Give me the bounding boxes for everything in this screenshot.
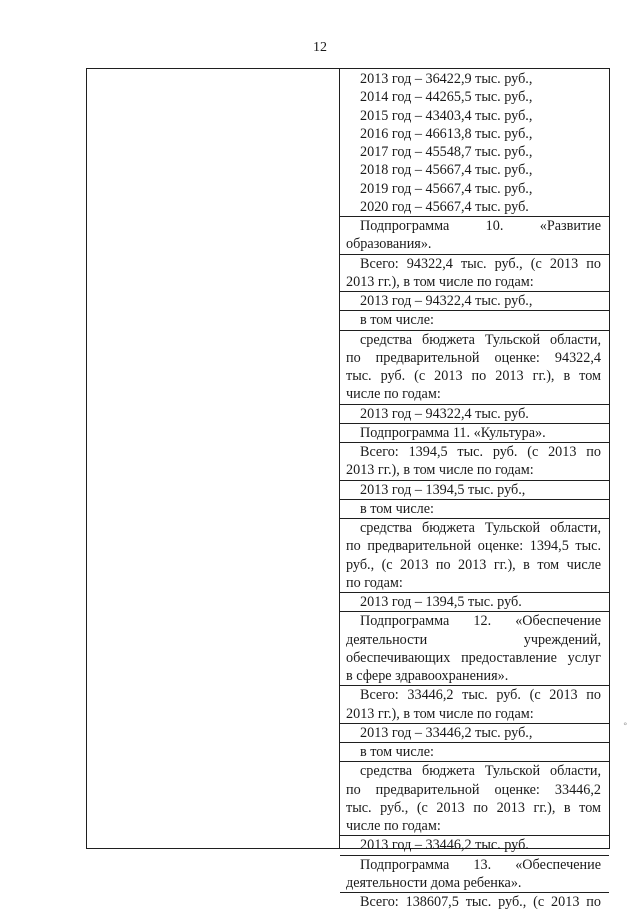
text-line: 2020 год – 45667,4 тыс. руб. <box>360 198 529 215</box>
text-line: средства бюджета Тульской области, <box>360 331 601 348</box>
text-line: по предварительной оценке: 33446,2 <box>346 781 601 798</box>
document-table <box>86 68 610 910</box>
text-line: 2013 год – 33446,2 тыс. руб., <box>360 724 533 741</box>
text-line: Всего: 1394,5 тыс. руб. (с 2013 по <box>360 444 601 460</box>
text-line: образования». <box>346 236 432 253</box>
text-line: 2013 год – 33446,2 тыс. руб. <box>360 837 529 854</box>
text-line: в том числе: <box>360 500 434 517</box>
text-line: 2013 гг.), в том числе по годам: <box>346 705 534 722</box>
text-line: 2013 гг.), в том числе по годам: <box>346 462 534 479</box>
text-line: Всего: 138607,5 тыс. руб., (с 2013 по <box>360 894 601 910</box>
text-line: тыс. руб., (с 2013 по 2013 гг.), в том <box>346 799 601 816</box>
text-line: по предварительной оценке: 94322,4 <box>346 349 601 366</box>
text-line: Подпрограмма 12. «Обеспечение <box>360 613 601 630</box>
page-number: 12 <box>313 40 327 55</box>
table-left-cell <box>87 69 340 848</box>
text-line: деятельности учреждений, <box>346 631 601 648</box>
text-line: в том числе: <box>360 744 434 760</box>
text-line: Подпрограмма 11. «Культура». <box>360 424 546 441</box>
text-line: по предварительной оценке: 1394,5 тыс. <box>346 538 601 555</box>
text-line: числе по годам: <box>346 818 441 834</box>
text-line: 2017 год – 45548,7 тыс. руб., <box>360 144 533 160</box>
scan-artifact-mark: ° <box>623 722 628 732</box>
text-line: Всего: 94322,4 тыс. руб., (с 2013 по <box>360 255 601 272</box>
text-line: 2013 год – 1394,5 тыс. руб. <box>360 594 522 610</box>
text-line: 2015 год – 43403,4 тыс. руб., <box>360 107 533 124</box>
text-line: 2018 год – 45667,4 тыс. руб., <box>360 162 533 179</box>
text-line: средства бюджета Тульской области, <box>360 763 601 780</box>
text-line: средства бюджета Тульской области, <box>360 520 601 536</box>
text-line: в том числе: <box>360 312 434 329</box>
text-line: Подпрограмма 13. «Обеспечение <box>360 856 601 873</box>
text-line: обеспечивающих предоставление услуг <box>346 649 601 666</box>
text-line: 2013 гг.), в том числе по годам: <box>346 273 534 290</box>
text-line: 2013 год – 94322,4 тыс. руб. <box>360 405 529 422</box>
text-line: Подпрограмма 10. «Развитие <box>360 218 601 234</box>
table-right-cell <box>340 69 609 910</box>
text-line: в сфере здравоохранения». <box>346 668 509 684</box>
text-line: Всего: 33446,2 тыс. руб. (с 2013 по <box>360 687 601 704</box>
text-line: 2013 год – 94322,4 тыс. руб., <box>360 293 533 309</box>
text-line: 2014 год – 44265,5 тыс. руб., <box>360 89 533 106</box>
text-line: 2013 год – 36422,9 тыс. руб., <box>360 71 533 87</box>
text-line: 2013 год – 1394,5 тыс. руб., <box>360 481 526 498</box>
text-line: деятельности дома ребенка». <box>346 874 522 891</box>
text-line: 2016 год – 46613,8 тыс. руб., <box>360 125 533 142</box>
text-line: 2019 год – 45667,4 тыс. руб., <box>360 180 533 197</box>
text-line: руб., (с 2013 по 2013 гг.), в том числе <box>346 556 601 573</box>
text-line: тыс. руб. (с 2013 по 2013 гг.), в том <box>346 368 601 384</box>
text-line: числе по годам: <box>346 386 441 403</box>
text-line: по годам: <box>346 574 403 591</box>
